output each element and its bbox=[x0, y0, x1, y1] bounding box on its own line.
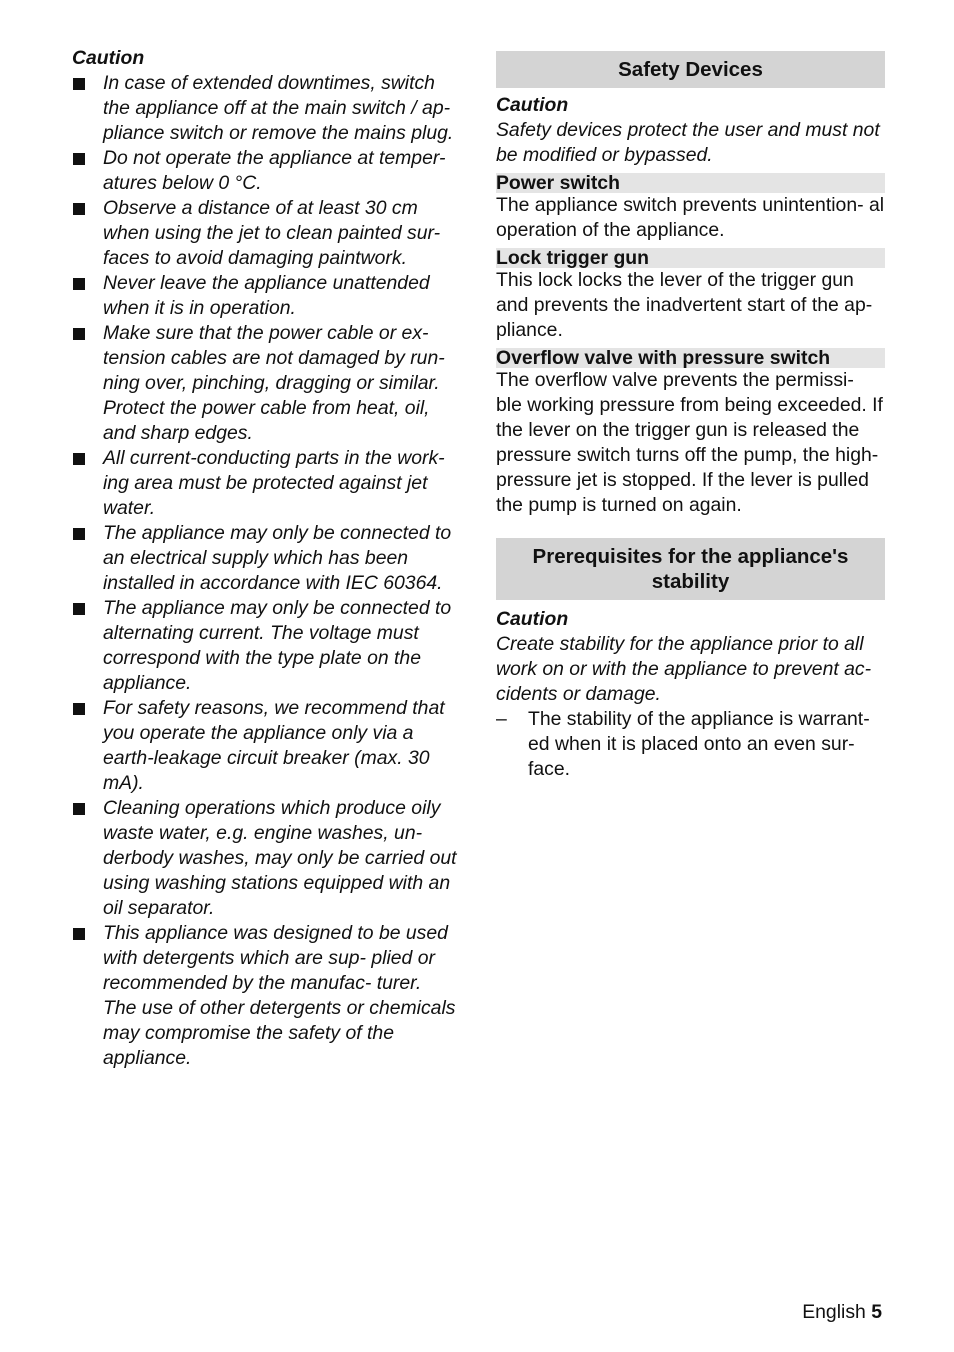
bullet-item: Cleaning operations which produce oily waste water, e.g. engine washes, un- derbody washes, may only be carried out using washing stations equipped with an oil separator. bbox=[72, 796, 460, 921]
bullet-item: The appliance may only be connected to alternating current. The voltage must correspond with the type plate on the appliance. bbox=[72, 596, 460, 696]
power-switch-heading: Power switch bbox=[496, 173, 885, 193]
safety-devices-caution: Caution bbox=[496, 94, 569, 116]
footer-language: English bbox=[802, 1301, 866, 1323]
caution-bullet-list bbox=[72, 71, 460, 1071]
stability-caution-text: Create stability for the appliance prior to all work on or with the appliance to prevent ac- cidents or damage. bbox=[496, 633, 872, 705]
dash-bullet-icon: – bbox=[496, 708, 507, 730]
square-bullet-icon bbox=[73, 603, 85, 615]
page-number: 5 bbox=[871, 1301, 882, 1323]
square-bullet-icon bbox=[73, 453, 85, 465]
lock-trigger-text: This lock locks the lever of the trigger gun and prevents the inadvertent start of the ap- pliance. bbox=[496, 269, 873, 341]
stability-caution: Caution bbox=[496, 608, 569, 630]
square-bullet-icon bbox=[73, 278, 85, 290]
bullet-item: Observe a distance of at least 30 cm when using the jet to clean painted sur- faces to avoid damaging paintwork. bbox=[72, 196, 460, 271]
bullet-item: In case of extended downtimes, switch the appliance off at the main switch / ap- pliance switch or remove the mains plug. bbox=[72, 71, 460, 146]
square-bullet-icon bbox=[73, 203, 85, 215]
bullet-item: This appliance was designed to be used with detergents which are sup- plied or recommended by the manufac- turer. The use of other detergents or chemicals may compromise the safety of the appliance. bbox=[72, 921, 460, 1071]
left-column bbox=[72, 46, 460, 1071]
bullet-item: For safety reasons, we recommend that you operate the appliance only via a earth-leakage circuit breaker (max. 30 mA). bbox=[72, 696, 460, 796]
power-switch-text: The appliance switch prevents unintention- al operation of the appliance. bbox=[496, 194, 885, 241]
stability-heading: Prerequisites for the appliance's stability bbox=[496, 538, 885, 600]
caution-heading: Caution bbox=[72, 47, 145, 69]
square-bullet-icon bbox=[73, 528, 85, 540]
overflow-valve-heading: Overflow valve with pressure switch bbox=[496, 348, 885, 368]
stability-dash-item: – The stability of the appliance is warrant- ed when it is placed onto an even sur- face. bbox=[496, 708, 870, 780]
square-bullet-icon bbox=[73, 803, 85, 815]
square-bullet-icon bbox=[73, 328, 85, 340]
right-column bbox=[496, 46, 885, 782]
lock-trigger-heading: Lock trigger gun bbox=[496, 248, 885, 268]
square-bullet-icon bbox=[73, 928, 85, 940]
safety-devices-heading: Safety Devices bbox=[496, 51, 885, 88]
bullet-item: Do not operate the appliance at temper- atures below 0 °C. bbox=[72, 146, 460, 196]
bullet-item: The appliance may only be connected to an electrical supply which has been installed in accordance with IEC 60364. bbox=[72, 521, 460, 596]
safety-devices-caution-text: Safety devices protect the user and must not be modified or bypassed. bbox=[496, 119, 880, 166]
page-footer bbox=[802, 1300, 882, 1325]
bullet-item: Make sure that the power cable or ex- tension cables are not damaged by run- ning over, pinching, dragging or similar. Protect the power cable from heat, oil, and sharp edges. bbox=[72, 321, 460, 446]
bullet-item: All current-conducting parts in the work- ing area must be protected against jet water. bbox=[72, 446, 460, 521]
square-bullet-icon bbox=[73, 78, 85, 90]
overflow-valve-text: The overflow valve prevents the permissi- ble working pressure from being exceeded. If the lever on the trigger gun is released the pressure switch turns off the pump, the high-pressure jet is stopped. If the lever is pulled the pump is turned on again. bbox=[496, 369, 883, 516]
bullet-item: Never leave the appliance unattended when it is in operation. bbox=[72, 271, 460, 321]
square-bullet-icon bbox=[73, 153, 85, 165]
square-bullet-icon bbox=[73, 703, 85, 715]
